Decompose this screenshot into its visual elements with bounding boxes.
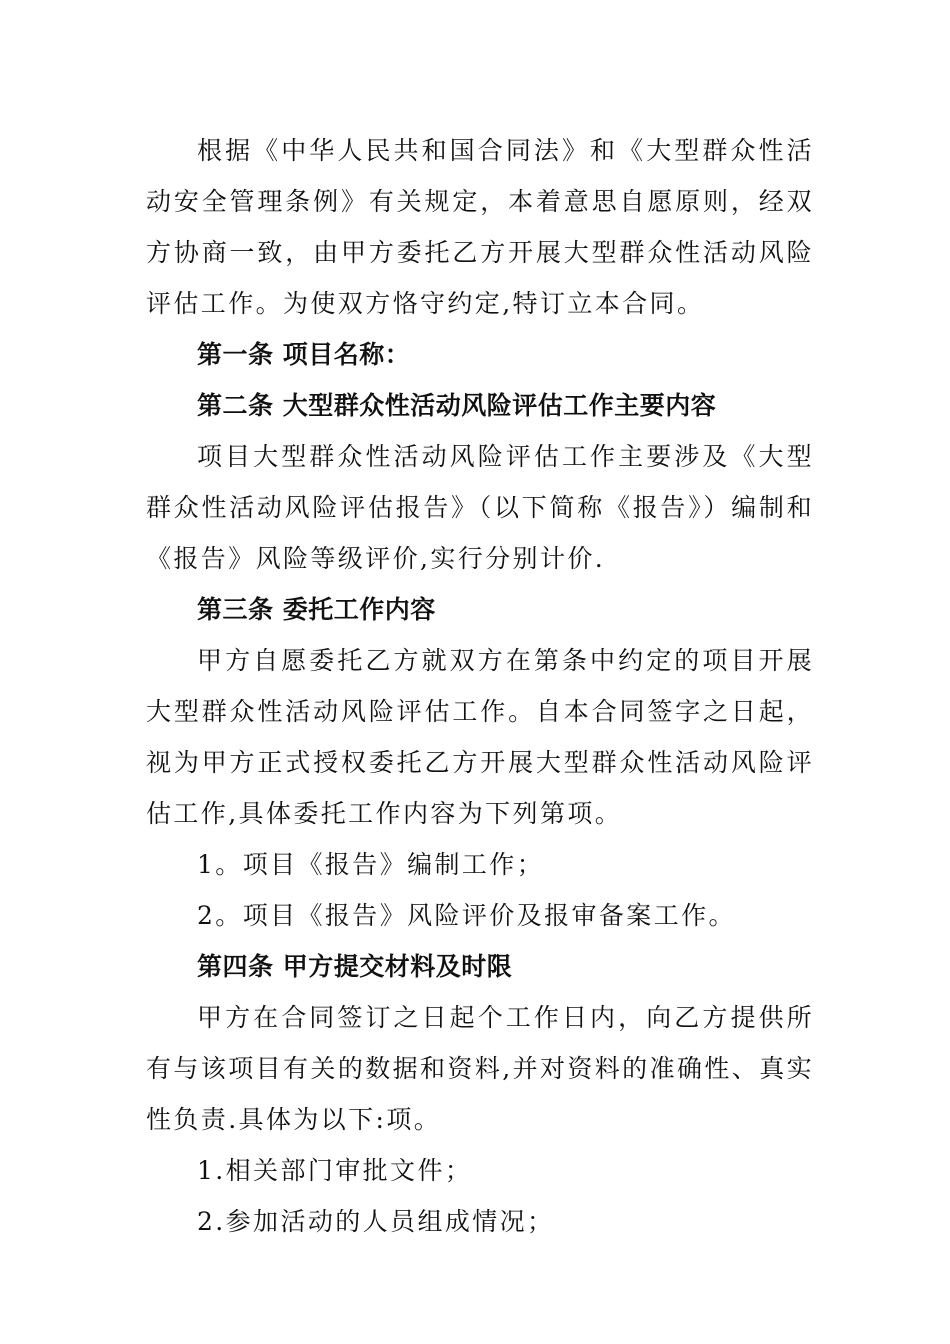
article2-paragraph: 项目大型群众性活动风险评估工作主要涉及《大型群众性活动风险评估报告》（以下简称《报告》）编制和《报告》风险等级评价,实行分别计价. [146,442,814,573]
article3-heading: 第三条 委托工作内容 [197,595,436,624]
article3-paragraph: 甲方自愿委托乙方就双方在第条中约定的项目开展大型群众性活动风险评估工作。自本合同签字之日起，视为甲方正式授权委托乙方开展大型群众性活动风险评估工作,具体委托工作内容为下列第项。 [146,646,814,828]
article4-item-1: 1.相关部门审批文件； [197,1156,473,1185]
contract-page [146,125,814,1247]
article3-item-1: 1。项目《报告》编制工作； [197,850,545,879]
article1-heading: 第一条 项目名称： [197,340,411,369]
article4-item-2: 2.参加活动的人员组成情况； [197,1207,555,1236]
article4-heading: 第四条 甲方提交材料及时限 [197,952,513,981]
article4-paragraph: 甲方在合同签订之日起个工作日内，向乙方提供所有与该项目有关的数据和资料,并对资料的准确性、真实性负责.具体为以下:项。 [146,1003,814,1134]
article3-item-2: 2。项目《报告》风险评价及报审备案工作。 [197,901,736,930]
article2-heading: 第二条 大型群众性活动风险评估工作主要内容 [197,391,717,420]
intro-paragraph: 根据《中华人民共和国合同法》和《大型群众性活动安全管理条例》有关规定，本着意思自愿原则，经双方协商一致，由甲方委托乙方开展大型群众性活动风险评估工作。为使双方恪守约定,特订立本合同。 [146,136,814,318]
